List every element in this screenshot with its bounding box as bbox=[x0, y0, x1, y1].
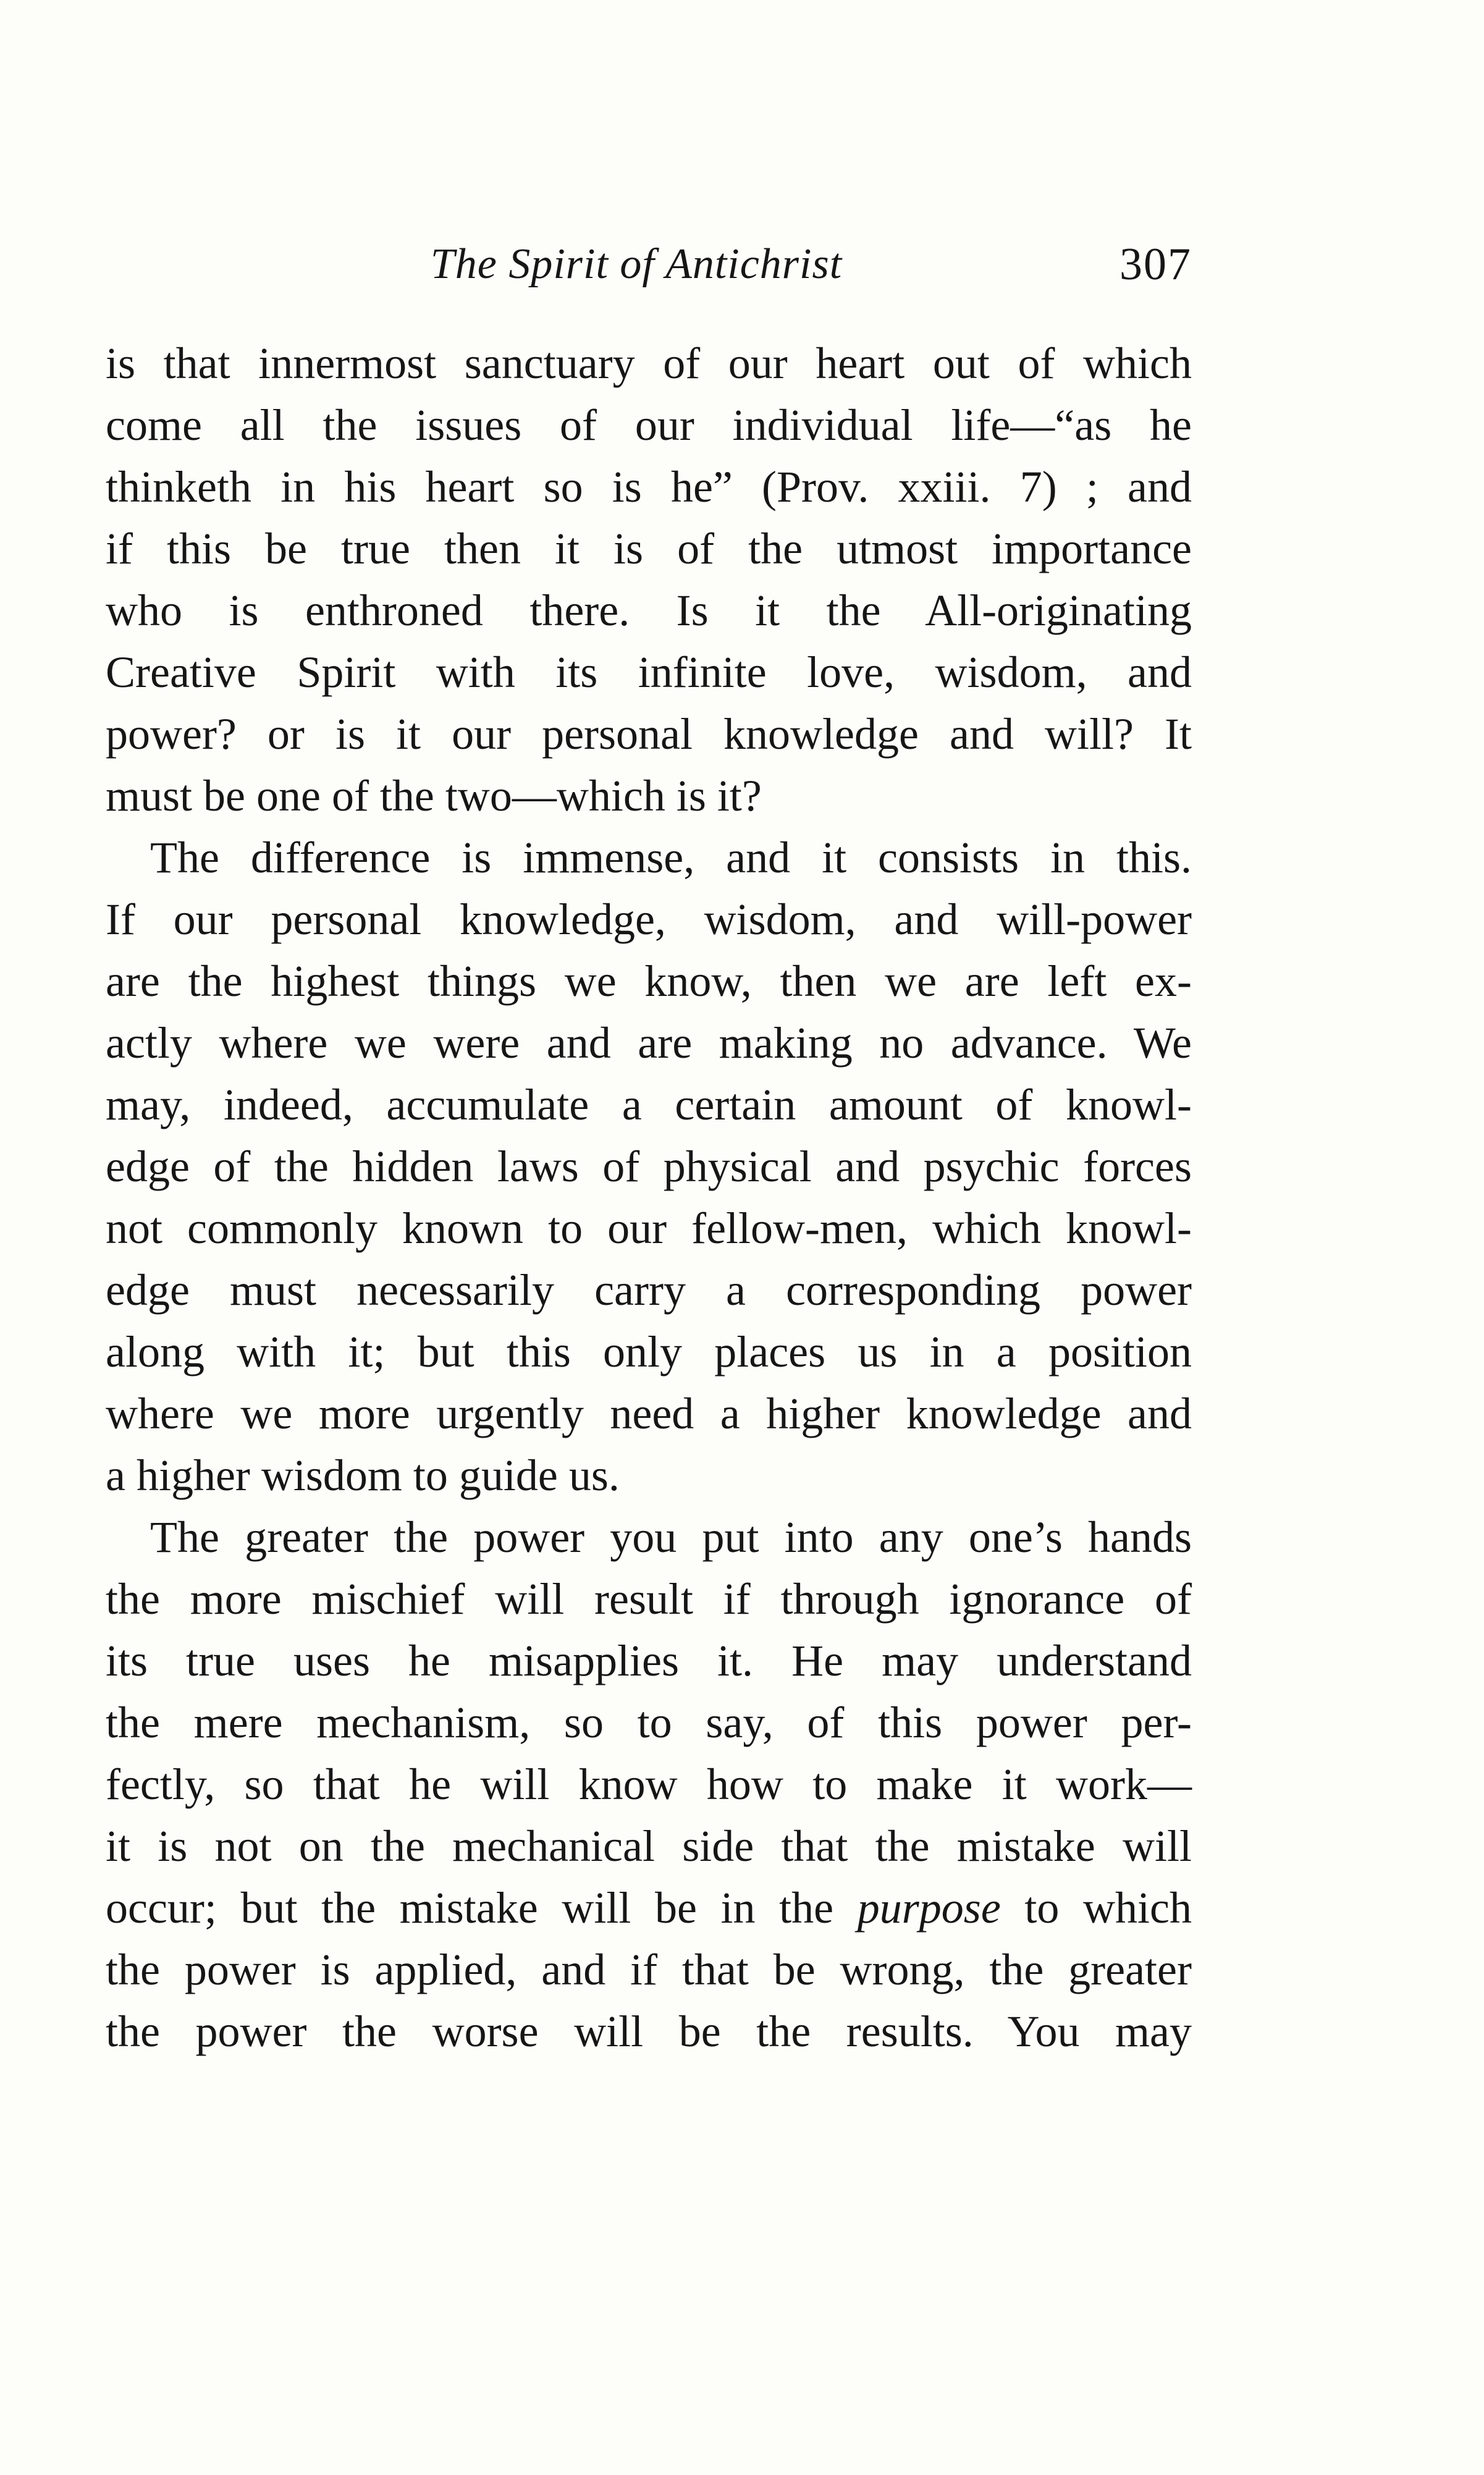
text-line: the mere mechanism, so to say, of this power per- bbox=[106, 1698, 1192, 1747]
paragraph-1 bbox=[106, 332, 1192, 827]
text-line: are the highest things we know, then we are left ex- bbox=[106, 956, 1192, 1006]
body-text bbox=[106, 332, 1192, 2062]
text-line: its true uses he misapplies it. He may understand bbox=[106, 1636, 1192, 1685]
text-line: power? or is it our personal knowledge and will? It bbox=[106, 709, 1192, 759]
text-line: Creative Spirit with its infinite love, wisdom, and bbox=[106, 647, 1192, 697]
text-line: where we more urgently need a higher knowledge and bbox=[106, 1389, 1192, 1438]
emphasized-word: purpose bbox=[857, 1883, 1001, 1933]
text-line: is that innermost sanctuary of our heart out of which bbox=[106, 339, 1192, 388]
text-line: who is enthroned there. Is it the All-originating bbox=[106, 586, 1192, 635]
text-line: fectly, so that he will know how to make it work— bbox=[106, 1760, 1192, 1809]
paragraph-2 bbox=[106, 827, 1192, 1506]
paragraph-3 bbox=[106, 1506, 1192, 2062]
page-number: 307 bbox=[1119, 239, 1192, 290]
text-line: a higher wisdom to guide us. bbox=[106, 1451, 620, 1500]
running-title: The Spirit of Antichrist bbox=[430, 240, 843, 288]
page-header bbox=[106, 234, 1192, 295]
text-line: actly where we were and are making no advance. We bbox=[106, 1018, 1192, 1068]
text-line: come all the issues of our individual life—“as he bbox=[106, 400, 1192, 450]
text-segment: to which bbox=[1000, 1883, 1192, 1933]
text-line: The greater the power you put into any one’s hands bbox=[150, 1512, 1192, 1562]
text-line: it is not on the mechanical side that the mistake will bbox=[106, 1821, 1192, 1871]
text-line: must be one of the two—which is it? bbox=[106, 771, 762, 820]
text-line: If our personal knowledge, wisdom, and will-power bbox=[106, 895, 1192, 944]
text-line: The difference is immense, and it consists in this. bbox=[150, 833, 1192, 882]
text-line: the power the worse will be the results. You may bbox=[106, 2007, 1192, 2056]
text-line: may, indeed, accumulate a certain amount of knowl- bbox=[106, 1080, 1192, 1129]
text-line: thinketh in his heart so is he” (Prov. xxiii. 7) ; and bbox=[106, 462, 1192, 512]
text-line: along with it; but this only places us in a position bbox=[106, 1327, 1192, 1377]
text-line: edge of the hidden laws of physical and psychic forces bbox=[106, 1142, 1192, 1191]
text-line: the more mischief will result if through ignorance of bbox=[106, 1574, 1192, 1624]
text-line: not commonly known to our fellow-men, which knowl- bbox=[106, 1204, 1192, 1253]
text-segment: occur; but the mistake will be in the bbox=[106, 1883, 858, 1933]
text-line: edge must necessarily carry a corresponding power bbox=[106, 1265, 1192, 1315]
text-line bbox=[106, 1877, 1192, 1939]
text-line: the power is applied, and if that be wrong, the greater bbox=[106, 1945, 1192, 1994]
text-line: if this be true then it is of the utmost importance bbox=[106, 524, 1192, 573]
